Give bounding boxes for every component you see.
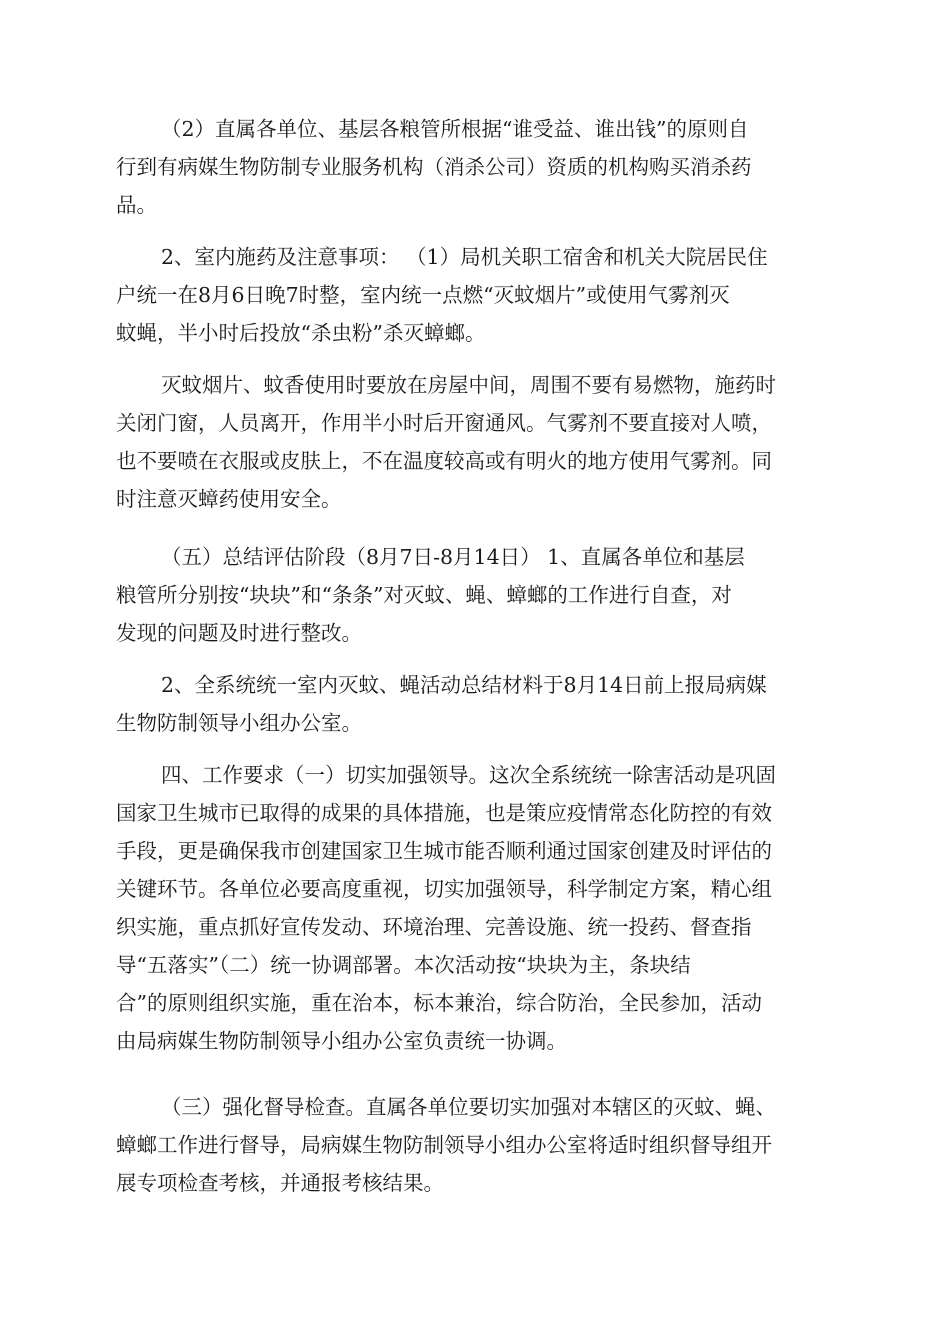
paragraph-supervision [116,1088,836,1202]
text-line: （2）直属各单位、基层各粮管所根据“谁受益、谁出钱”的原则自 [161,117,749,141]
text-line: 关闭门窗，人员离开，作用半小时后开窗通风。气雾剂不要直接对人喷， [116,411,772,435]
text-line: 发现的问题及时进行整改。 [116,621,362,645]
text-line: 导“五落实”（二）统一协调部署。本次活动按“块块为主，条块结 [116,953,691,977]
text-line: 2、室内施药及注意事项： （1）局机关职工宿舍和机关大院居民住 [161,245,768,269]
paragraph-summary-report [116,666,836,742]
text-line: （五）总结评估阶段（8月7日-8月14日） 1、直属各单位和基层 [161,545,745,569]
text-line: 品。 [116,193,157,217]
text-line: 展专项检查考核，并通报考核结果。 [116,1171,444,1195]
text-line: 蟑螂工作进行督导，局病媒生物防制领导小组办公室将适时组织督导组开 [116,1133,772,1157]
text-line: 合”的原则组织实施，重在治本，标本兼治，综合防治，全民参加，活动 [116,991,762,1015]
text-line: 户统一在8月6日晚7时整，室内统一点燃“灭蚊烟片”或使用气雾剂灭 [116,283,730,307]
text-line: 蚊蝇，半小时后投放“杀虫粉”杀灭蟑螂。 [116,321,486,345]
text-line: 生物防制领导小组办公室。 [116,711,362,735]
text-line: 四、工作要求（一）切实加强领导。这次全系统统一除害活动是巩固 [161,763,776,787]
text-line: 灭蚊烟片、蚊香使用时要放在房屋中间，周围不要有易燃物，施药时 [161,373,776,397]
text-line: 也不要喷在衣服或皮肤上，不在温度较高或有明火的地方使用气雾剂。同 [116,449,772,473]
text-line: （三）强化督导检查。直属各单位要切实加强对本辖区的灭蚊、蝇、 [161,1095,776,1119]
text-line: 关键环节。各单位必要高度重视，切实加强领导，科学制定方案，精心组 [116,877,772,901]
text-line: 时注意灭蟑药使用安全。 [116,487,342,511]
paragraph-safety-notes [116,366,836,518]
text-line: 手段，更是确保我市创建国家卫生城市能否顺利通过国家创建及时评估的 [116,839,772,863]
text-line: 粮管所分别按“块块”和“条条”对灭蚊、蝇、蟑螂的工作进行自查，对 [116,583,732,607]
paragraph-summary-evaluation [116,538,836,652]
text-line: 2、全系统统一室内灭蚊、蝇活动总结材料于8月14日前上报局病媒 [161,673,767,697]
text-line: 由局病媒生物防制领导小组办公室负责统一协调。 [116,1029,567,1053]
paragraph-pesticide-purchase [116,110,836,224]
text-line: 行到有病媒生物防制专业服务机构（消杀公司）资质的机构购买消杀药 [116,155,752,179]
text-line: 织实施，重点抓好宣传发动、环境治理、完善设施、统一投药、督查指 [116,915,752,939]
text-line: 国家卫生城市已取得的成果的具体措施，也是策应疫情常态化防控的有效 [116,801,772,825]
paragraph-work-requirements [116,756,836,1060]
paragraph-indoor-application [116,238,836,352]
